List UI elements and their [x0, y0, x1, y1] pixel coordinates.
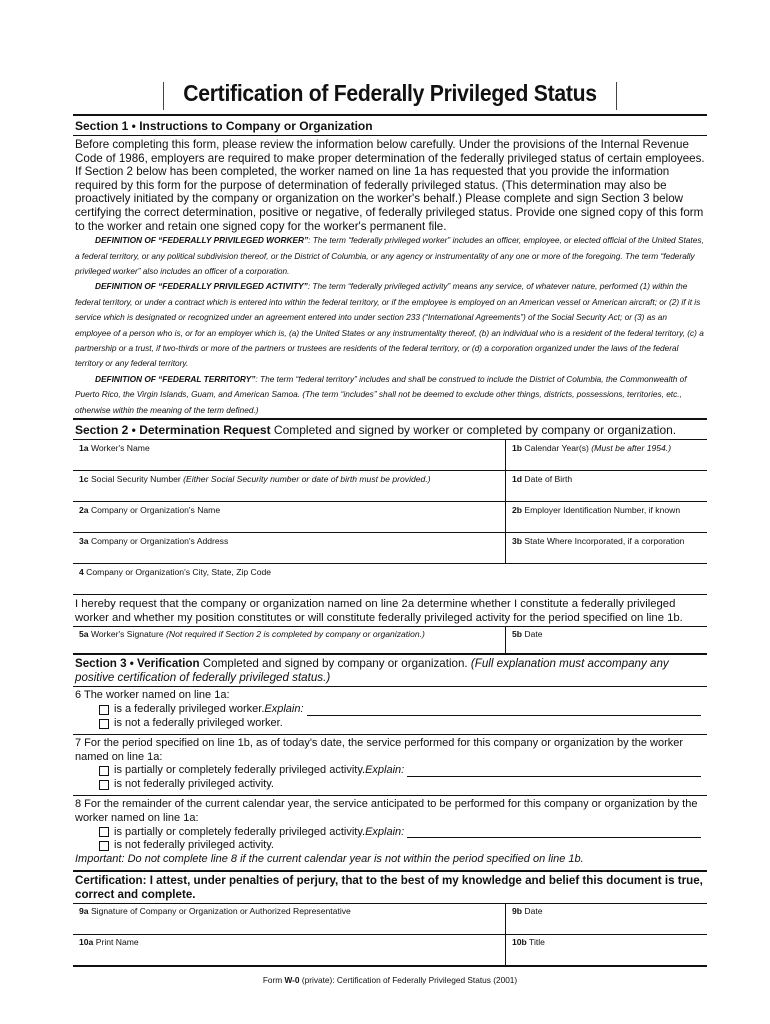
- field-number: 3a: [79, 536, 89, 547]
- explain-label: Explain:: [365, 764, 405, 777]
- field-number: 4: [79, 567, 84, 578]
- important-note: Important: Do not complete line 8 if the current calendar year is not within the period specified on line 1b.: [75, 853, 584, 866]
- field-number: 2a: [79, 505, 89, 516]
- row-1a-1b: [73, 439, 707, 470]
- definition-worker: [75, 233, 705, 279]
- explain-line[interactable]: [407, 766, 701, 777]
- field-number: 10a: [79, 937, 94, 948]
- field-number: 5a: [79, 629, 89, 640]
- field-note: (Not required if Section 2 is completed by company or organization.): [166, 629, 425, 640]
- field-calendar-years[interactable]: [506, 440, 707, 470]
- row-9a-9b: [73, 903, 707, 934]
- row-5a-5b: [73, 626, 707, 653]
- section1-body: Before completing this form, please review the information below carefully. Under the provisions of the Internal Revenue Code of 1986, employers are required to make proper determination of the federally privileged status of certain employees. If Section 2 below has been completed, the worker named on line 1a has requested that you provide the information required by this form for the purpose of determination of federally privileged status. (This determination may also be proactively initiated by the company or organization on the worker's behalf.) Please complete and sign Section 3 below certifying the correct determination, positive or negative, of federally privileged status. Provide one signed copy of this form to the worker and retain one signed copy for the worker's permanent file.: [75, 138, 705, 233]
- row-10a-10b: [73, 934, 707, 965]
- field-label: Date of Birth: [522, 474, 573, 485]
- field-number: 1d: [512, 474, 523, 485]
- title-block: [73, 78, 707, 114]
- question-text: 7 For the period specified on line 1b, as of today's date, the service performed for this company or organization by the worker named on line 1a:: [75, 736, 684, 763]
- field-ssn[interactable]: [73, 471, 506, 501]
- form-id: W-0: [284, 975, 300, 986]
- field-label: Date: [522, 906, 543, 917]
- definition-term: DEFINITION OF “FEDERALLY PRIVILEGED ACTIVITY”: [95, 281, 308, 292]
- footer-text: (private): Certification of Federally Privileged Status (2001): [299, 975, 518, 986]
- q8-option-no[interactable]: [75, 839, 705, 853]
- field-label: Employer Identification Number, if known: [522, 505, 681, 516]
- form-footer: [73, 967, 707, 985]
- field-label: Company or Organization's Address: [88, 536, 229, 547]
- q8-option-yes[interactable]: [75, 826, 705, 840]
- q6-option-yes[interactable]: [75, 703, 705, 717]
- option-label: is partially or completely federally privileged activity.: [114, 825, 366, 838]
- field-company-date[interactable]: [506, 904, 707, 934]
- section3-subtitle: Completed and signed by company or organization.: [199, 657, 471, 671]
- question-7: [73, 735, 707, 795]
- field-worker-date[interactable]: [506, 627, 707, 653]
- explain-line[interactable]: [407, 827, 701, 838]
- field-label: Signature of Company or Organization or Authorized Representative: [88, 906, 351, 917]
- checkbox[interactable]: [99, 780, 109, 790]
- title-divider-right: [616, 82, 617, 110]
- field-label: Worker's Signature: [88, 629, 166, 640]
- certification-statement: Certification: I attest, under penalties of perjury, that to the best of my knowledge and belief this document is true, correct and complete.: [75, 873, 703, 901]
- option-label: is not a federally privileged worker.: [114, 717, 283, 729]
- field-worker-name[interactable]: [73, 440, 506, 470]
- field-state-incorporated[interactable]: [506, 533, 707, 563]
- footer-prefix: Form: [262, 975, 285, 986]
- checkbox[interactable]: [99, 766, 109, 776]
- section2-title: Section 2 • Determination Request: [75, 423, 271, 438]
- field-date-of-birth[interactable]: [506, 471, 707, 501]
- field-number: 1c: [79, 474, 89, 485]
- field-company-name[interactable]: [73, 502, 506, 532]
- field-label: Title: [526, 937, 545, 948]
- field-label: State Where Incorporated, if a corporation: [522, 536, 685, 547]
- field-label: Company or Organization's Name: [88, 505, 221, 516]
- field-print-name[interactable]: [73, 935, 506, 965]
- explain-line[interactable]: [307, 705, 701, 716]
- q6-option-no[interactable]: [75, 717, 705, 731]
- row-2a-2b: [73, 501, 707, 532]
- explain-label: Explain:: [365, 825, 405, 838]
- option-label: is not federally privileged activity.: [114, 839, 274, 852]
- request-statement: I hereby request that the company or organization named on line 2a determine whether I constitute a federally privileged worker and whether my position constitutes or will constitute federally privileged activity for the period specified on line 1b.: [75, 598, 683, 624]
- field-label: Social Security Number: [88, 474, 184, 485]
- field-label: Print Name: [93, 937, 139, 948]
- field-number: 3b: [512, 536, 523, 547]
- definition-term: DEFINITION OF “FEDERAL TERRITORY”: [95, 373, 256, 384]
- definition-activity: [75, 279, 705, 371]
- field-number: 1a: [79, 443, 89, 454]
- option-label: is a federally privileged worker.: [114, 703, 265, 716]
- definition-territory: [75, 372, 705, 418]
- section3-note: (Full explanation must accompany any positive certification of federally privileged status.): [75, 657, 669, 684]
- field-number: 1b: [512, 443, 523, 454]
- row-1c-1d: [73, 470, 707, 501]
- field-number: 5b: [512, 629, 523, 640]
- checkbox[interactable]: [99, 719, 109, 729]
- row-4: [73, 563, 707, 594]
- definition-term: DEFINITION OF “FEDERALLY PRIVILEGED WORKER”: [95, 235, 309, 246]
- question-8: [73, 796, 707, 870]
- field-label: Calendar Year(s): [522, 443, 592, 454]
- definition-text: : The term “federally privileged activity” means any service, of whatever nature, performed (1) within the federal territory, or under a contract which is entered into within the federal territory, or if the employee is employed on an American vessel or American aircraft; or (2) if it is service which is designated or recognized under an agreement entered into under section 233 (“International Agreements”) of the Social Security Act; or (3) as an employee of a person who is, or for an employer which is, (a) the United States or any instrumentality thereof, (b) an individual who is a resident of the federal territory, (c) a partnership or a trust, if two-thirds or more of the partners or trustees are residents of the federal territory, or (d) a corporation organized under the laws of the federal territory or any federal territory.: [75, 281, 704, 369]
- field-number: 10b: [512, 937, 527, 948]
- field-label: Company or Organization's City, State, Zip Code: [83, 567, 272, 578]
- field-number: 9b: [512, 906, 523, 917]
- option-label: is partially or completely federally privileged activity.: [114, 764, 366, 777]
- row-3a-3b: [73, 532, 707, 563]
- field-note: (Either Social Security number or date of birth must be provided.): [183, 474, 431, 485]
- explain-label: Explain:: [264, 703, 304, 716]
- q7-option-no[interactable]: [75, 778, 705, 792]
- definition-text: : The term “federal territory” includes and shall be construed to include the District of Columbia, the Commonwealth of Puerto Rico, the Virgin Islands, Guam, and American Samoa. (The term “includes” shall not be deemed to exclude other things, districts, possessions, territories, etc., otherwise within the meaning of the term defined.): [75, 373, 687, 415]
- field-label: Worker's Name: [88, 443, 150, 454]
- section1-heading: Section 1 • Instructions to Company or Organization: [75, 119, 373, 133]
- definition-text: : The term “federally privileged worker” includes an officer, employee, or elected official of the United States, a federal territory, or any political subdivision thereof, or the District of Columbia, or any agency or instrumentality of any one or more of the foregoing. The term “federally privileged worker” also includes an officer of a corporation.: [75, 235, 704, 276]
- field-company-address[interactable]: [73, 533, 506, 563]
- option-label: is not federally privileged activity.: [114, 778, 274, 791]
- field-note: (Must be after 1954.): [591, 443, 672, 454]
- field-number: 2b: [512, 505, 523, 516]
- checkbox[interactable]: [99, 705, 109, 715]
- field-label: Date: [522, 629, 543, 640]
- field-city-state-zip[interactable]: [73, 564, 707, 594]
- page-title: Certification of Federally Privileged Status: [183, 80, 597, 106]
- form-page: [73, 78, 707, 985]
- field-title[interactable]: [506, 935, 707, 965]
- question-text: 6 The worker named on line 1a:: [75, 689, 230, 702]
- field-worker-signature[interactable]: [73, 627, 506, 653]
- question-text: 8 For the remainder of the current calendar year, the service anticipated to be performed for this company or organization by the worker named on line 1a:: [75, 797, 698, 824]
- definitions: [73, 233, 707, 418]
- section3-heading: [73, 655, 707, 686]
- section2-heading: [73, 420, 707, 439]
- checkbox[interactable]: [99, 827, 109, 837]
- checkbox[interactable]: [99, 841, 109, 851]
- field-number: 9a: [79, 906, 89, 917]
- section2-subtitle: Completed and signed by worker or completed by company or organization.: [270, 423, 677, 438]
- section3-title: Section 3 • Verification: [75, 657, 200, 671]
- field-company-signature[interactable]: [73, 904, 506, 934]
- question-6: [73, 687, 707, 733]
- q7-option-yes[interactable]: [75, 764, 705, 778]
- field-ein[interactable]: [506, 502, 707, 532]
